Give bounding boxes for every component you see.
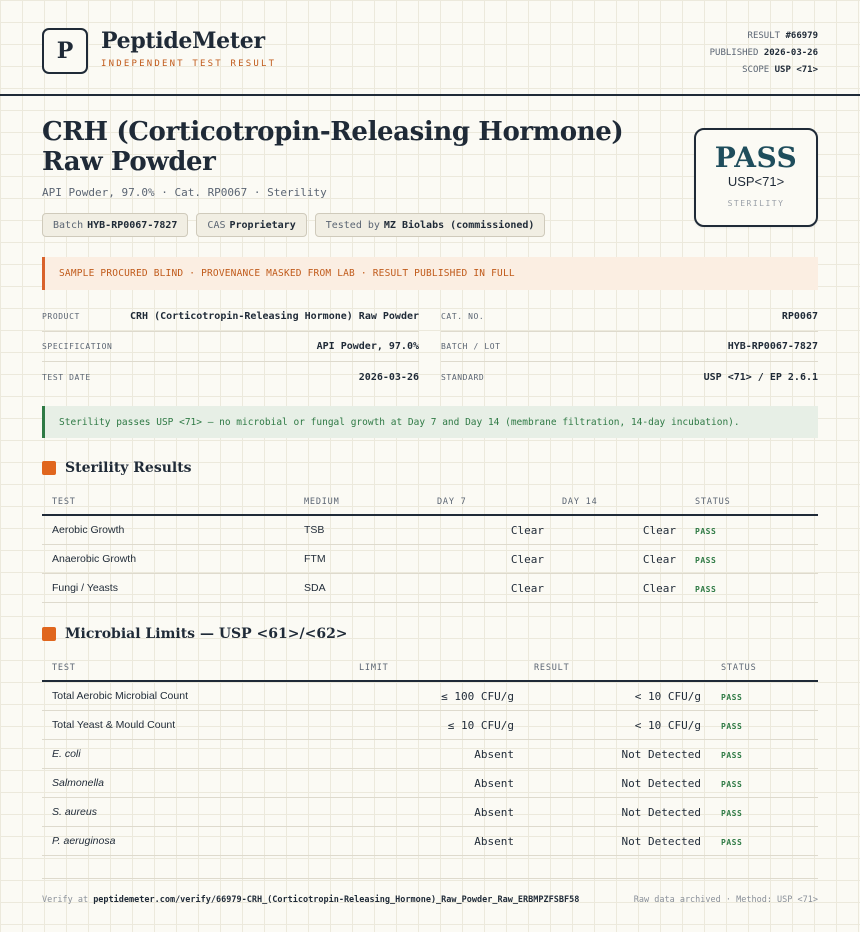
table-row: Aerobic Growth TSB Clear Clear PASS	[42, 516, 818, 545]
status-badge: PASS	[695, 527, 717, 536]
status-badge: PASS	[721, 780, 743, 789]
footer-divider	[42, 878, 818, 879]
meta-scope: SCOPE USP <71>	[742, 65, 818, 75]
table-row: Total Aerobic Microbial Count ≤ 100 CFU/g < 10 CFU/g PASS	[42, 682, 818, 711]
status-badge: PASS	[721, 809, 743, 818]
brand-name: PeptideMeter	[101, 28, 265, 54]
info-row-product: PRODUCT CRH (Corticotropin-Releasing Hormone) Raw Powder	[42, 302, 419, 332]
info-row-batch: BATCH / LOT HYB-RP0067-7827	[441, 332, 818, 362]
meta-result: RESULT #66979	[747, 31, 818, 41]
info-row-test-date: TEST DATE 2026-03-26	[42, 371, 419, 383]
verdict-word: PASS	[714, 141, 798, 174]
tested-by-chip: Tested by MZ Biolabs (commissioned)	[315, 213, 546, 237]
table-row: S. aureus Absent Not Detected PASS	[42, 798, 818, 827]
brand-tagline: INDEPENDENT TEST RESULT	[101, 59, 277, 69]
cas-chip: CAS Proprietary	[196, 213, 306, 237]
result-summary: Sterility passes USP <71> — no microbial or fungal growth at Day 7 and Day 14 (membrane filtration, 14-day incubation).	[42, 406, 818, 438]
procurement-notice: SAMPLE PROCURED BLIND · PROVENANCE MASKED FROM LAB · RESULT PUBLISHED IN FULL	[42, 257, 818, 290]
table-row: Fungi / Yeasts SDA Clear Clear PASS	[42, 574, 818, 603]
table-row: Total Yeast & Mould Count ≤ 10 CFU/g < 10 CFU/g PASS	[42, 711, 818, 740]
report-meta	[710, 28, 818, 79]
section-marker-icon	[42, 627, 56, 641]
status-badge: PASS	[695, 556, 717, 565]
sterility-table	[42, 488, 818, 603]
logo-mark: P	[42, 28, 88, 74]
microbial-section-title: Microbial Limits — USP <61>/<62>	[42, 626, 348, 642]
page-subtitle: API Powder, 97.0% · Cat. RP0067 · Sterility	[42, 186, 327, 199]
page-title: CRH (Corticotropin-Releasing Hormone) Raw Powder	[42, 117, 624, 177]
table-header: TEST MEDIUM DAY 7 DAY 14 STATUS	[42, 488, 818, 516]
info-row-cat-no: CAT. NO. RP0067	[441, 302, 818, 332]
table-row: P. aeruginosa Absent Not Detected PASS	[42, 827, 818, 856]
footer-method: Raw data archived · Method: USP <71>	[633, 895, 818, 905]
info-row-specification: SPECIFICATION API Powder, 97.0%	[42, 332, 419, 362]
verdict-kind: STERILITY	[727, 199, 785, 208]
info-column-right	[441, 302, 818, 392]
scope-value: USP <71>	[774, 65, 818, 75]
status-badge: PASS	[721, 693, 743, 702]
result-number: #66979	[785, 31, 818, 41]
section-marker-icon	[42, 461, 56, 475]
table-header: TEST LIMIT RESULT STATUS	[42, 654, 818, 682]
chip-row	[42, 213, 545, 237]
verify-link[interactable]: peptidemeter.com/verify/66979-CRH_(Corticotropin-Releasing_Hormone)_Raw_Powder_Raw_ERBMPZFSBF58	[93, 895, 580, 905]
status-badge: PASS	[721, 722, 743, 731]
info-row-standard: STANDARD USP <71> / EP 2.6.1	[441, 371, 818, 383]
sterility-section-title: Sterility Results	[42, 460, 192, 476]
report-header	[0, 0, 860, 96]
verify-line: Verify at peptidemeter.com/verify/66979-CRH_(Corticotropin-Releasing_Hormone)_Raw_Powder_Raw_ERBMPZFSBF58	[42, 895, 580, 905]
verdict-standard: USP<71>	[727, 174, 785, 189]
published-date: 2026-03-26	[763, 48, 818, 58]
table-row: Anaerobic Growth FTM Clear Clear PASS	[42, 545, 818, 574]
status-badge: PASS	[721, 751, 743, 760]
status-badge: PASS	[721, 838, 743, 847]
verdict-badge	[694, 128, 818, 227]
table-row: Salmonella Absent Not Detected PASS	[42, 769, 818, 798]
meta-published: PUBLISHED 2026-03-26	[709, 48, 818, 58]
batch-chip: Batch HYB-RP0067-7827	[42, 213, 188, 237]
status-badge: PASS	[695, 585, 717, 594]
microbial-table	[42, 654, 818, 856]
table-row: E. coli Absent Not Detected PASS	[42, 740, 818, 769]
info-column-left	[42, 302, 419, 392]
